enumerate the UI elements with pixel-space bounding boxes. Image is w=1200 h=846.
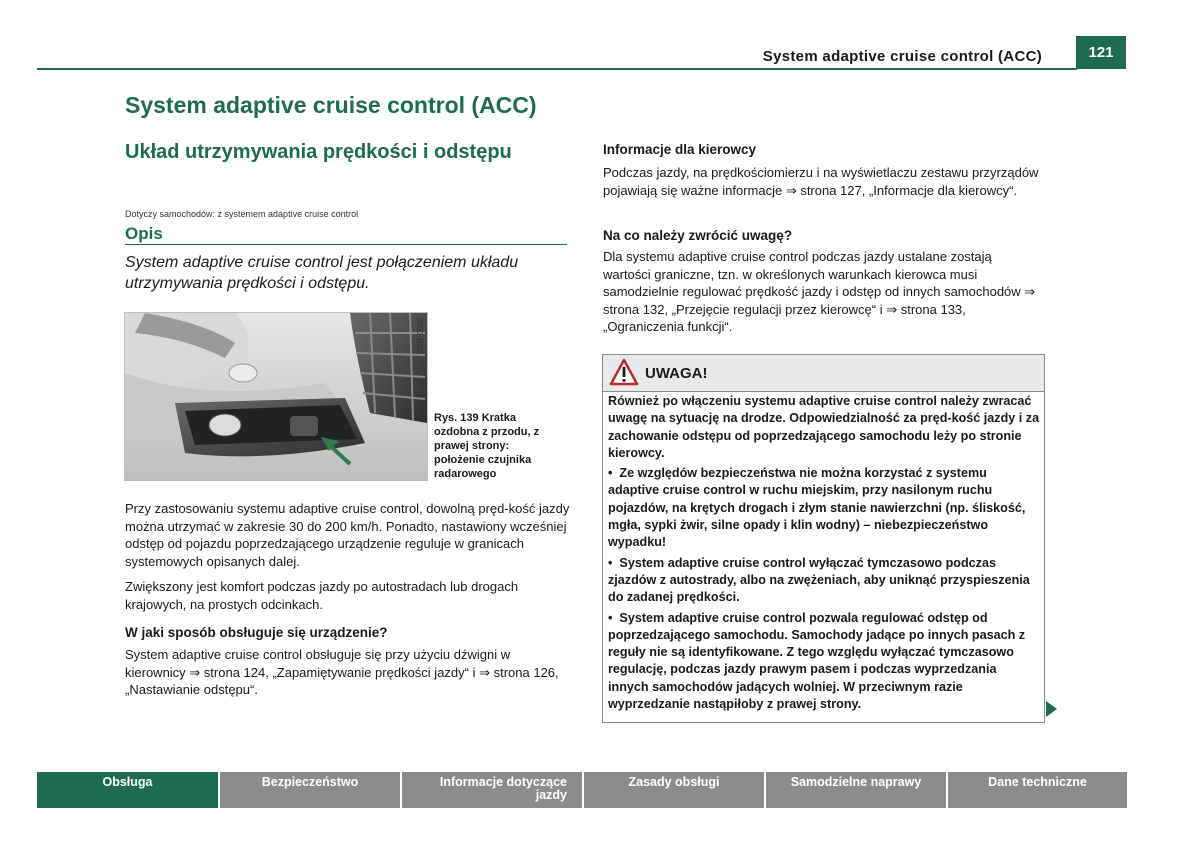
tab-samodzielne-naprawy[interactable]: Samodzielne naprawy xyxy=(766,772,946,808)
tab-dane-techniczne[interactable]: Dane techniczne xyxy=(948,772,1127,808)
section-title: Układ utrzymywania prędkości i odstępu xyxy=(125,141,512,163)
paragraph: Zwiększony jest komfort podczas jazdy po autostradach lub drogach krajowych, na prostych odcinkach. xyxy=(125,579,519,612)
figure-image xyxy=(124,312,428,481)
tab-bezpieczenstwo[interactable]: Bezpieczeństwo xyxy=(220,772,400,808)
warning-intro: Również po włączeniu systemu adaptive cruise control należy zwracać uwagę na sytuację na drodze. Odpowiedzialność za pręd-kość jazdy i za zachowanie odstępu od poprzedzającego samochodu leży po stronie kierowcy. xyxy=(608,394,1040,460)
warning-bullet: • System adaptive cruise control pozwala regulować odstęp od poprzedzającego samochodu. Samochody jadące po innych pasach z reguły nie są identyfikowane. Z tego względu wyłączać tymczasowo regulację, podczas jazdy prawym pasem i podczas wyprzedzania innych samochodów jadących wolniej. W przeciwnym razie wyprzedzanie nastąpiłoby z prawej strony. xyxy=(608,610,1026,712)
tab-obsluga[interactable]: Obsługa xyxy=(37,772,218,808)
tab-informacje-dotyczace-jazdy[interactable] xyxy=(402,772,582,808)
paragraph: Dla systemu adaptive cruise control podczas jazdy ustalane zostają wartości graniczne, tzn. w określonych warunkach kierowca musi samodzielnie regulować prędkość jazdy i odstęp od innych samochodów ⇒ strona 132, „Przejęcie regulacji przez kierowcę“ i ⇒ strona 133, „Ograniczenia funkcji“. xyxy=(603,249,1036,335)
warning-bullet-text: Ze względów bezpieczeństwa nie można korzystać z systemu adaptive cruise control w ruchu miejskim, przy nasilonym ruchu pojazdów, na krętych drogach i złym stanie nawierzchni (np. śliskość, mgła, sypki żwir, silne opady i klin wodny) – niebezpieczeństwo wypadku! xyxy=(608,466,1026,550)
warning-bullet-text: System adaptive cruise control pozwala regulować odstęp od poprzedzającego samochodu. Samochody jadące po innych pasach z reguły nie są identyfikowane. Z tego względu wyłączać tymczasowo regulację, podczas jazdy prawym pasem i podczas wyprzedzania innych samochodów jadących wolniej. W przeciwnym razie wyprzedzanie nastąpiłoby z prawej strony. xyxy=(608,610,1026,712)
page-number: 121 xyxy=(1076,36,1126,69)
tab-zasady-obslugi[interactable]: Zasady obsługi xyxy=(584,772,764,808)
page-title: System adaptive cruise control (ACC) xyxy=(125,92,537,118)
paragraph: Podczas jazdy, na prędkościomierzu i na wyświetlaczu zestawu przyrządów pojawiają się ważne informacje ⇒ strona 127, „Informacje dla kierowcy“. xyxy=(603,165,1039,198)
paragraph: System adaptive cruise control obsługuje się przy użyciu dźwigni w kierownicy ⇒ strona 124, „Zapamiętywanie prędkości jazdy“ i ⇒ strona 126, „Nastawianie odstępu“. xyxy=(125,647,559,698)
warning-bullet: • System adaptive cruise control wyłączać tymczasowo podczas zjazdów z autostrady, albo na zwężeniach, aby uniknąć przyspieszenia do zadanej prędkości. xyxy=(608,555,1030,605)
warning-bullet-text: System adaptive cruise control wyłączać tymczasowo podczas zjazdów z autostrady, albo na zwężeniach, aby uniknąć przyspieszenia do zadanej prędkości. xyxy=(608,555,1030,605)
attention-heading: Na co należy zwrócić uwagę? xyxy=(603,228,793,243)
question-heading: W jaki sposób obsługuje się urządzenie? xyxy=(125,625,388,640)
applicability-note: Dotyczy samochodów: z systemem adaptive cruise control xyxy=(125,209,359,219)
running-header-title: System adaptive cruise control (ACC) xyxy=(762,48,1042,65)
warning-bullet: • Ze względów bezpieczeństwa nie można korzystać z systemu adaptive cruise control w ruchu miejskim, przy nasilonym ruchu pojazdów, na krętych drogach i złym stanie nawierzchni (np. śliskość, mgła, sypki żwir, silne opady i klin wodny) – niebezpieczeństwo wypadku! xyxy=(608,466,1026,550)
warning-triangle-icon xyxy=(609,358,639,386)
heading-rule xyxy=(125,244,567,245)
subsection-heading: Opis xyxy=(125,224,163,243)
warning-label: UWAGA! xyxy=(645,365,708,382)
figure-code: B8R-0082 xyxy=(416,317,425,354)
driver-info-heading: Informacje dla kierowcy xyxy=(603,142,757,157)
warning-body xyxy=(608,393,1040,716)
lead-paragraph: System adaptive cruise control jest połączeniem układu utrzymywania prędkości i odstępu. xyxy=(125,254,519,292)
figure-caption: Rys. 139 Kratka ozdobna z przodu, z prawej strony: położenie czujnika radarowego xyxy=(434,412,540,480)
car-front-grille-illustration xyxy=(125,313,427,480)
footer-navigation xyxy=(37,772,1127,808)
warning-box xyxy=(602,354,1045,723)
continue-arrow-icon xyxy=(1046,701,1057,717)
tab-label: Informacje dotyczące jazdy xyxy=(439,775,567,802)
header-rule xyxy=(37,68,1077,70)
warning-header xyxy=(603,355,1044,392)
paragraph: Przy zastosowaniu systemu adaptive cruise control, dowolną pręd-kość jazdy można utrzymać w zakresie 30 do 200 km/h. Ponadto, nastawiony wcześniej odstęp od pojazdu poprzedzającego urządzenie reguluje w granicach systemowych opisanych dalej. xyxy=(125,501,570,569)
